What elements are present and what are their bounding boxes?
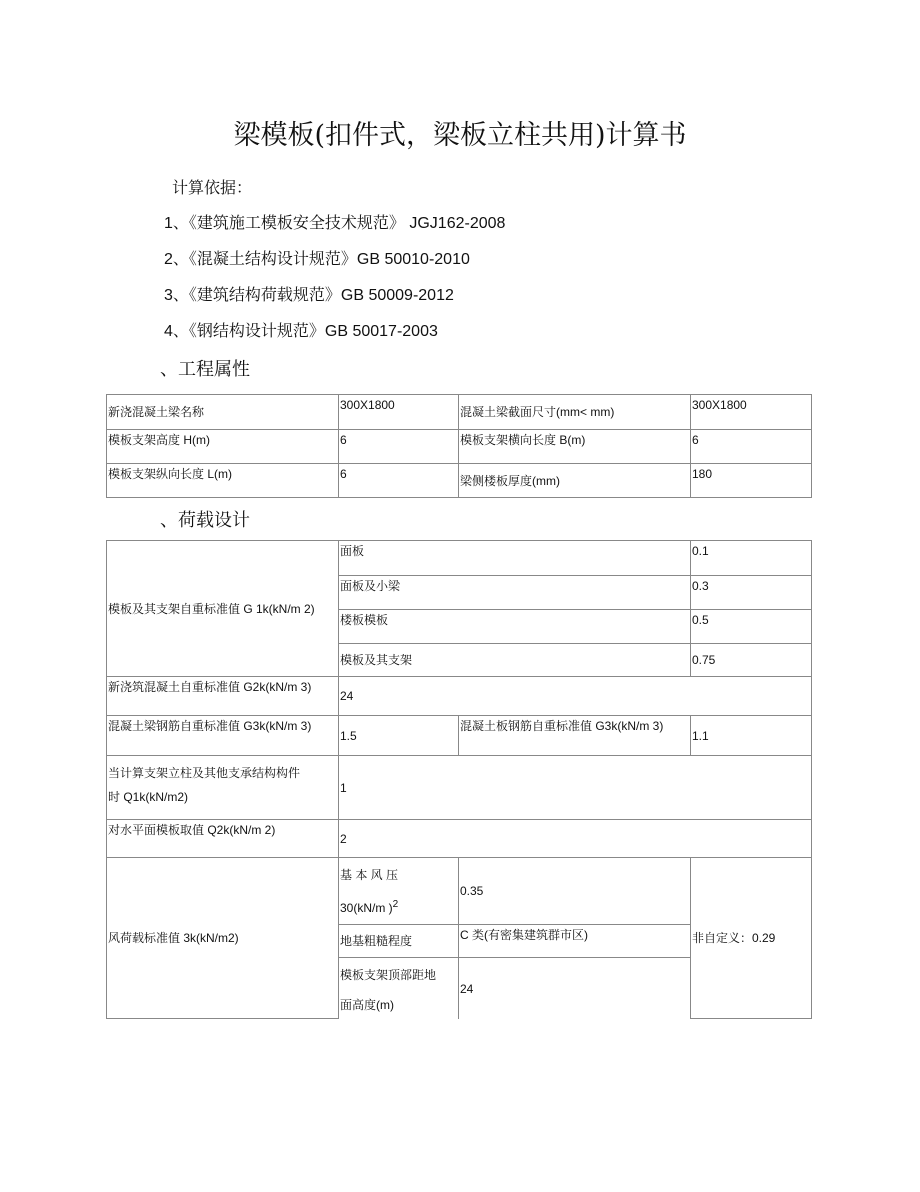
- superscript: 2: [392, 899, 399, 910]
- table-cell: 模板及其支架: [338, 643, 691, 677]
- cell-text: 当计算支架立柱及其他支承结构构件: [108, 766, 301, 780]
- cell-text: 面高度(m): [340, 998, 394, 1012]
- table-cell: 300X1800: [690, 394, 812, 430]
- cell-text: 基 本 风 压: [340, 868, 399, 882]
- table-cell: 面板: [338, 540, 691, 576]
- table-cell: 混凝土梁截面尺寸(mm< mm): [458, 394, 691, 430]
- table-cell: 24: [338, 676, 812, 716]
- basis-item: 3、《建筑结构荷载规范》GB 50009-2012: [164, 287, 454, 304]
- basis-item: 4、《钢结构设计规范》GB 50017-2003: [164, 323, 438, 340]
- cell-text: 30(kN/m ): [340, 901, 393, 915]
- table-cell: 梁侧楼板厚度(mm): [458, 463, 691, 498]
- table-cell: 模板支架高度 H(m): [106, 429, 339, 464]
- table-cell: 0.1: [690, 540, 812, 576]
- table-cell: 1.1: [690, 715, 812, 756]
- table-cell: 面板及小梁: [338, 575, 691, 610]
- table-cell: 0.3: [690, 575, 812, 610]
- basis-item: 2、《混凝土结构设计规范》GB 50010-2010: [164, 251, 470, 268]
- table-cell: 混凝土梁钢筋自重标准值 G3k(kN/m 3): [106, 715, 339, 756]
- section-heading: 、工程属性: [160, 359, 250, 380]
- table-cell: 模板支架横向长度 B(m): [458, 429, 691, 464]
- section-heading: 、荷载设计: [160, 510, 250, 531]
- table-cell: 模板及其支架自重标准值 G 1k(kN/m 2): [106, 540, 339, 677]
- table-cell: 新浇混凝土梁名称: [106, 394, 339, 430]
- table-cell: 2: [338, 819, 812, 858]
- table-cell: 6: [338, 429, 459, 464]
- table-cell: 0.75: [690, 643, 812, 677]
- table-cell: 对水平面模板取值 Q2k(kN/m 2): [106, 819, 339, 858]
- table-cell: 1.5: [338, 715, 459, 756]
- table-cell: 模板支架纵向长度 L(m): [106, 463, 339, 498]
- table-cell: 6: [690, 429, 812, 464]
- table-cell: 24: [458, 957, 691, 1019]
- table-cell: 楼板模板: [338, 609, 691, 644]
- table-cell: 0.35: [458, 857, 691, 925]
- table-cell: 1: [338, 755, 812, 820]
- table-cell: [338, 857, 459, 925]
- page-title: 梁模板(扣件式，梁板立柱共用)计算书: [233, 120, 687, 151]
- table-cell: 300X1800: [338, 394, 459, 430]
- table-cell: C 类(有密集建筑群市区): [458, 924, 691, 958]
- table-cell: [338, 957, 459, 1019]
- table-cell: 6: [338, 463, 459, 498]
- table-cell: 风荷载标准值 3k(kN/m2): [106, 857, 339, 1019]
- table-cell: 0.5: [690, 609, 812, 644]
- table-cell: 新浇筑混凝土自重标准值 G2k(kN/m 3): [106, 676, 339, 716]
- table-cell: 混凝土板钢筋自重标准值 G3k(kN/m 3): [458, 715, 691, 756]
- table-cell: 180: [690, 463, 812, 498]
- cell-text: 时 Q1k(kN/m2): [108, 790, 189, 804]
- cell-text: 模板支架顶部距地: [340, 968, 437, 982]
- table-cell: [106, 755, 339, 820]
- table-cell: 地基粗糙程度: [338, 924, 459, 958]
- basis-item: 1、《建筑施工模板安全技术规范》 JGJ162-2008: [164, 215, 506, 232]
- table-cell: 非自定义：0.29: [690, 857, 812, 1019]
- basis-label: 计算依据：: [172, 180, 253, 197]
